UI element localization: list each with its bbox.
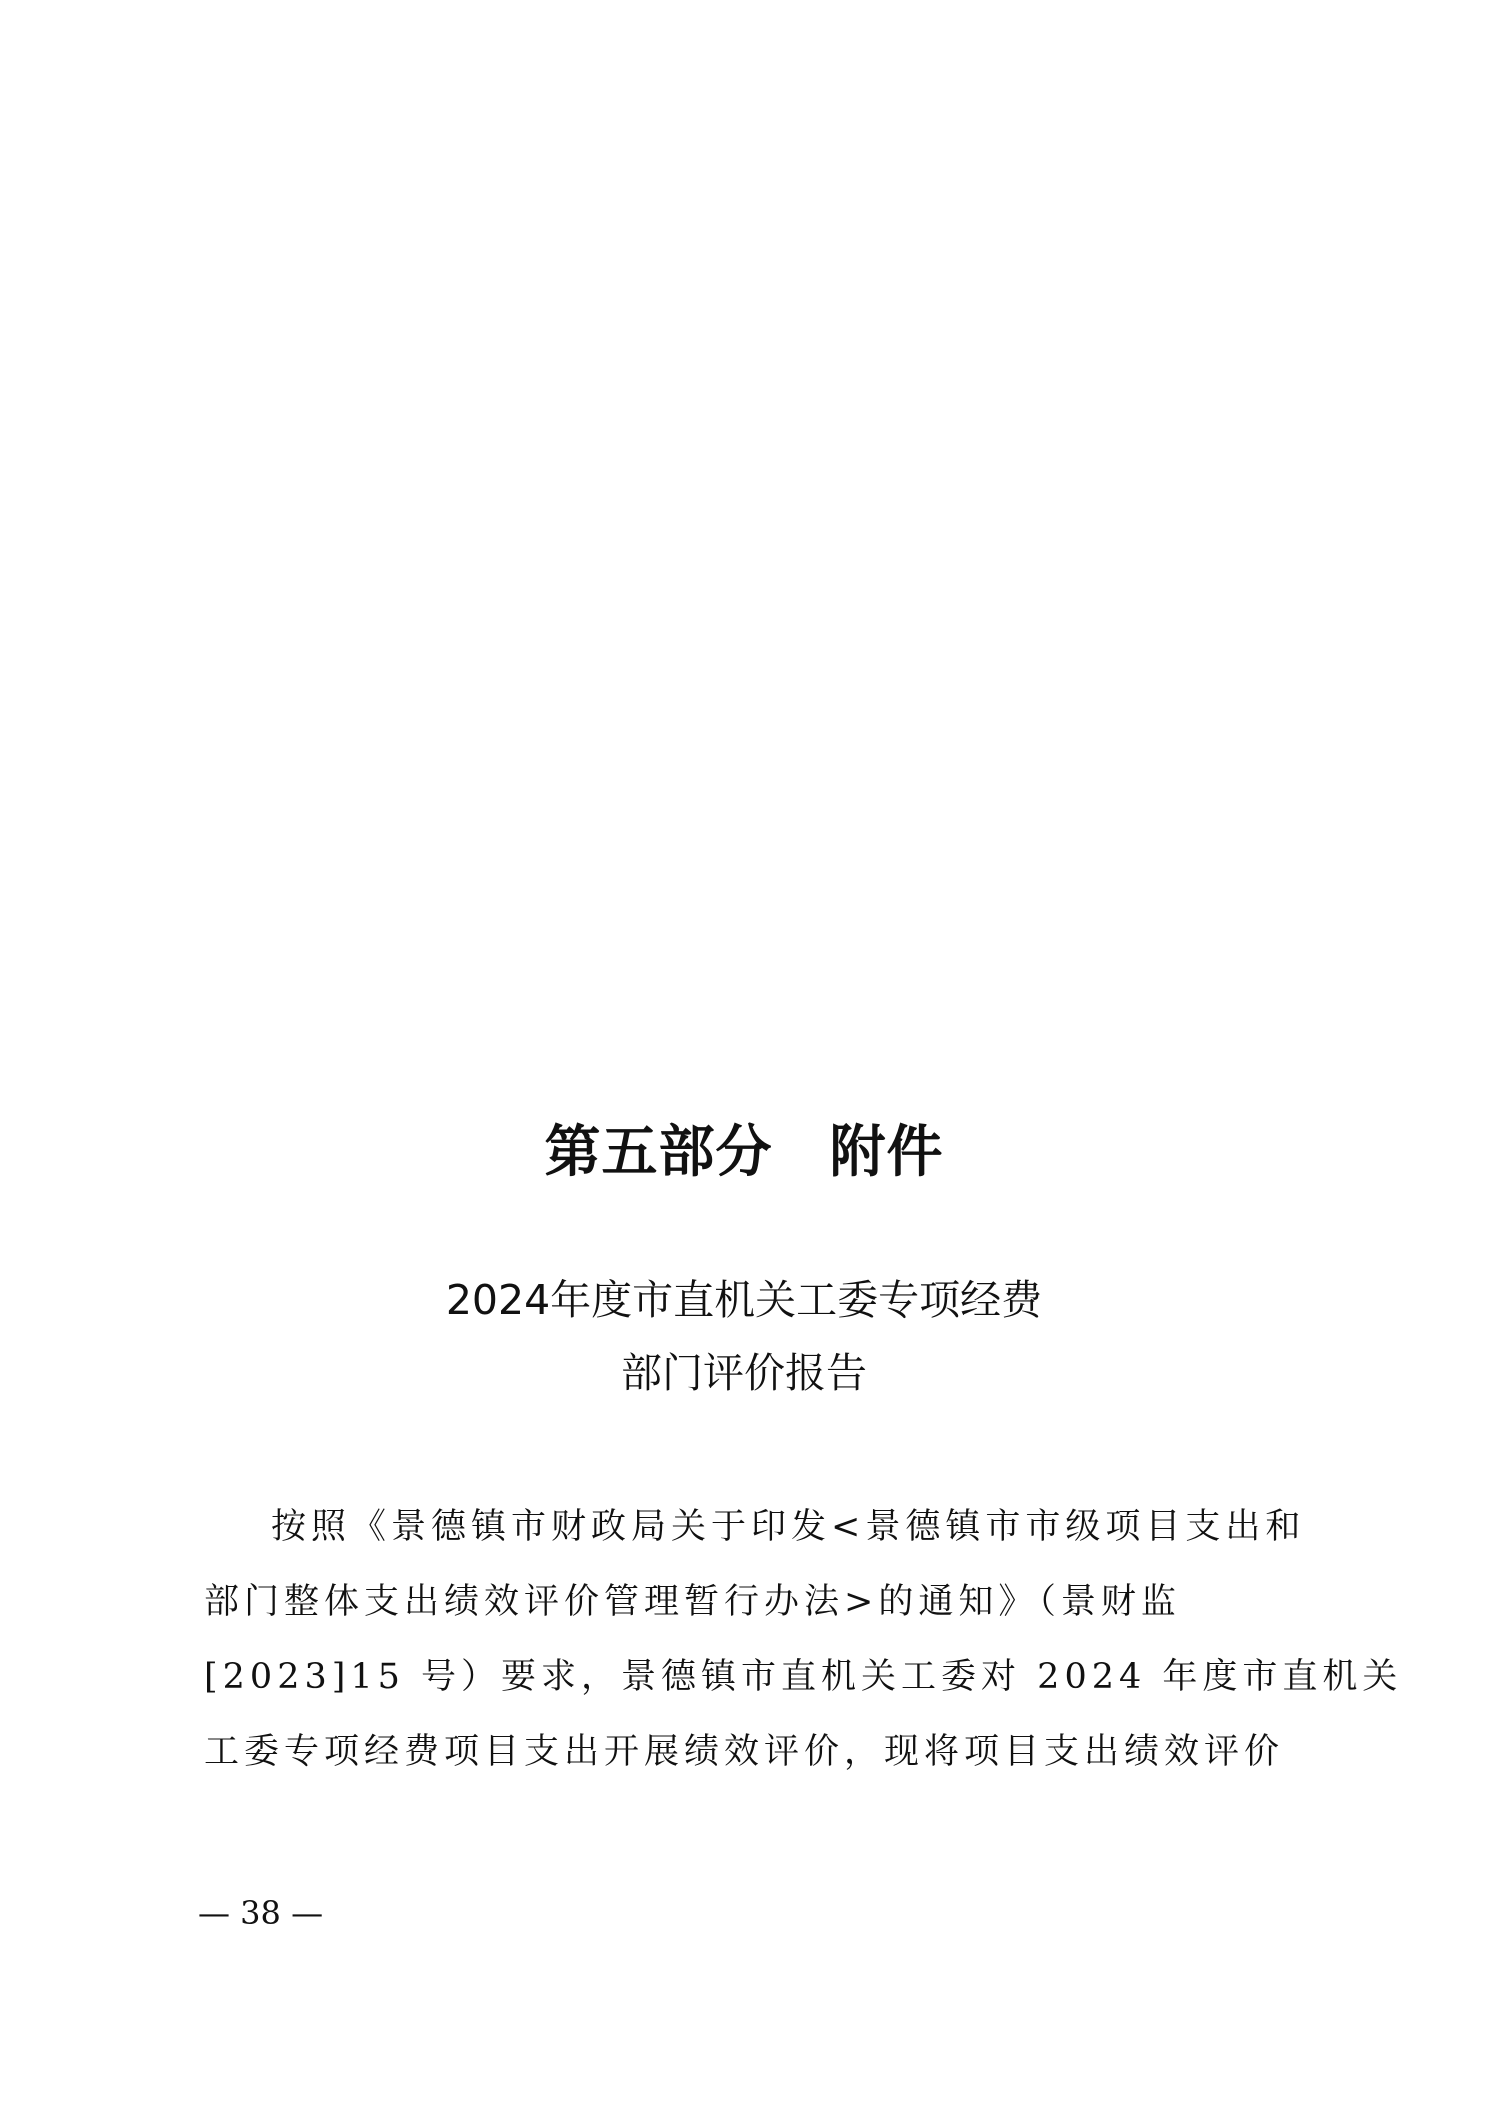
page-number: — 38 —	[198, 1894, 324, 1932]
body-paragraph	[204, 1490, 1403, 1790]
body-line: 按照《景德镇市财政局关于印发<景德镇市市级项目支出和	[271, 1507, 1306, 1547]
report-title-line-1: 2024年度市直机关工委专项经费	[445, 1276, 1043, 1324]
section-heading: 第五部分 附件	[544, 1119, 944, 1185]
body-line: [2023]15 号）要求，景德镇市直机关工委对 2024 年度市直机关	[204, 1657, 1403, 1697]
report-title-line-2: 部门评价报告	[621, 1349, 867, 1397]
body-line: 工委专项经费项目支出开展绩效评价，现将项目支出绩效评价	[204, 1732, 1285, 1772]
body-line: 部门整体支出绩效评价管理暂行办法>的通知》（景财监	[204, 1582, 1181, 1622]
